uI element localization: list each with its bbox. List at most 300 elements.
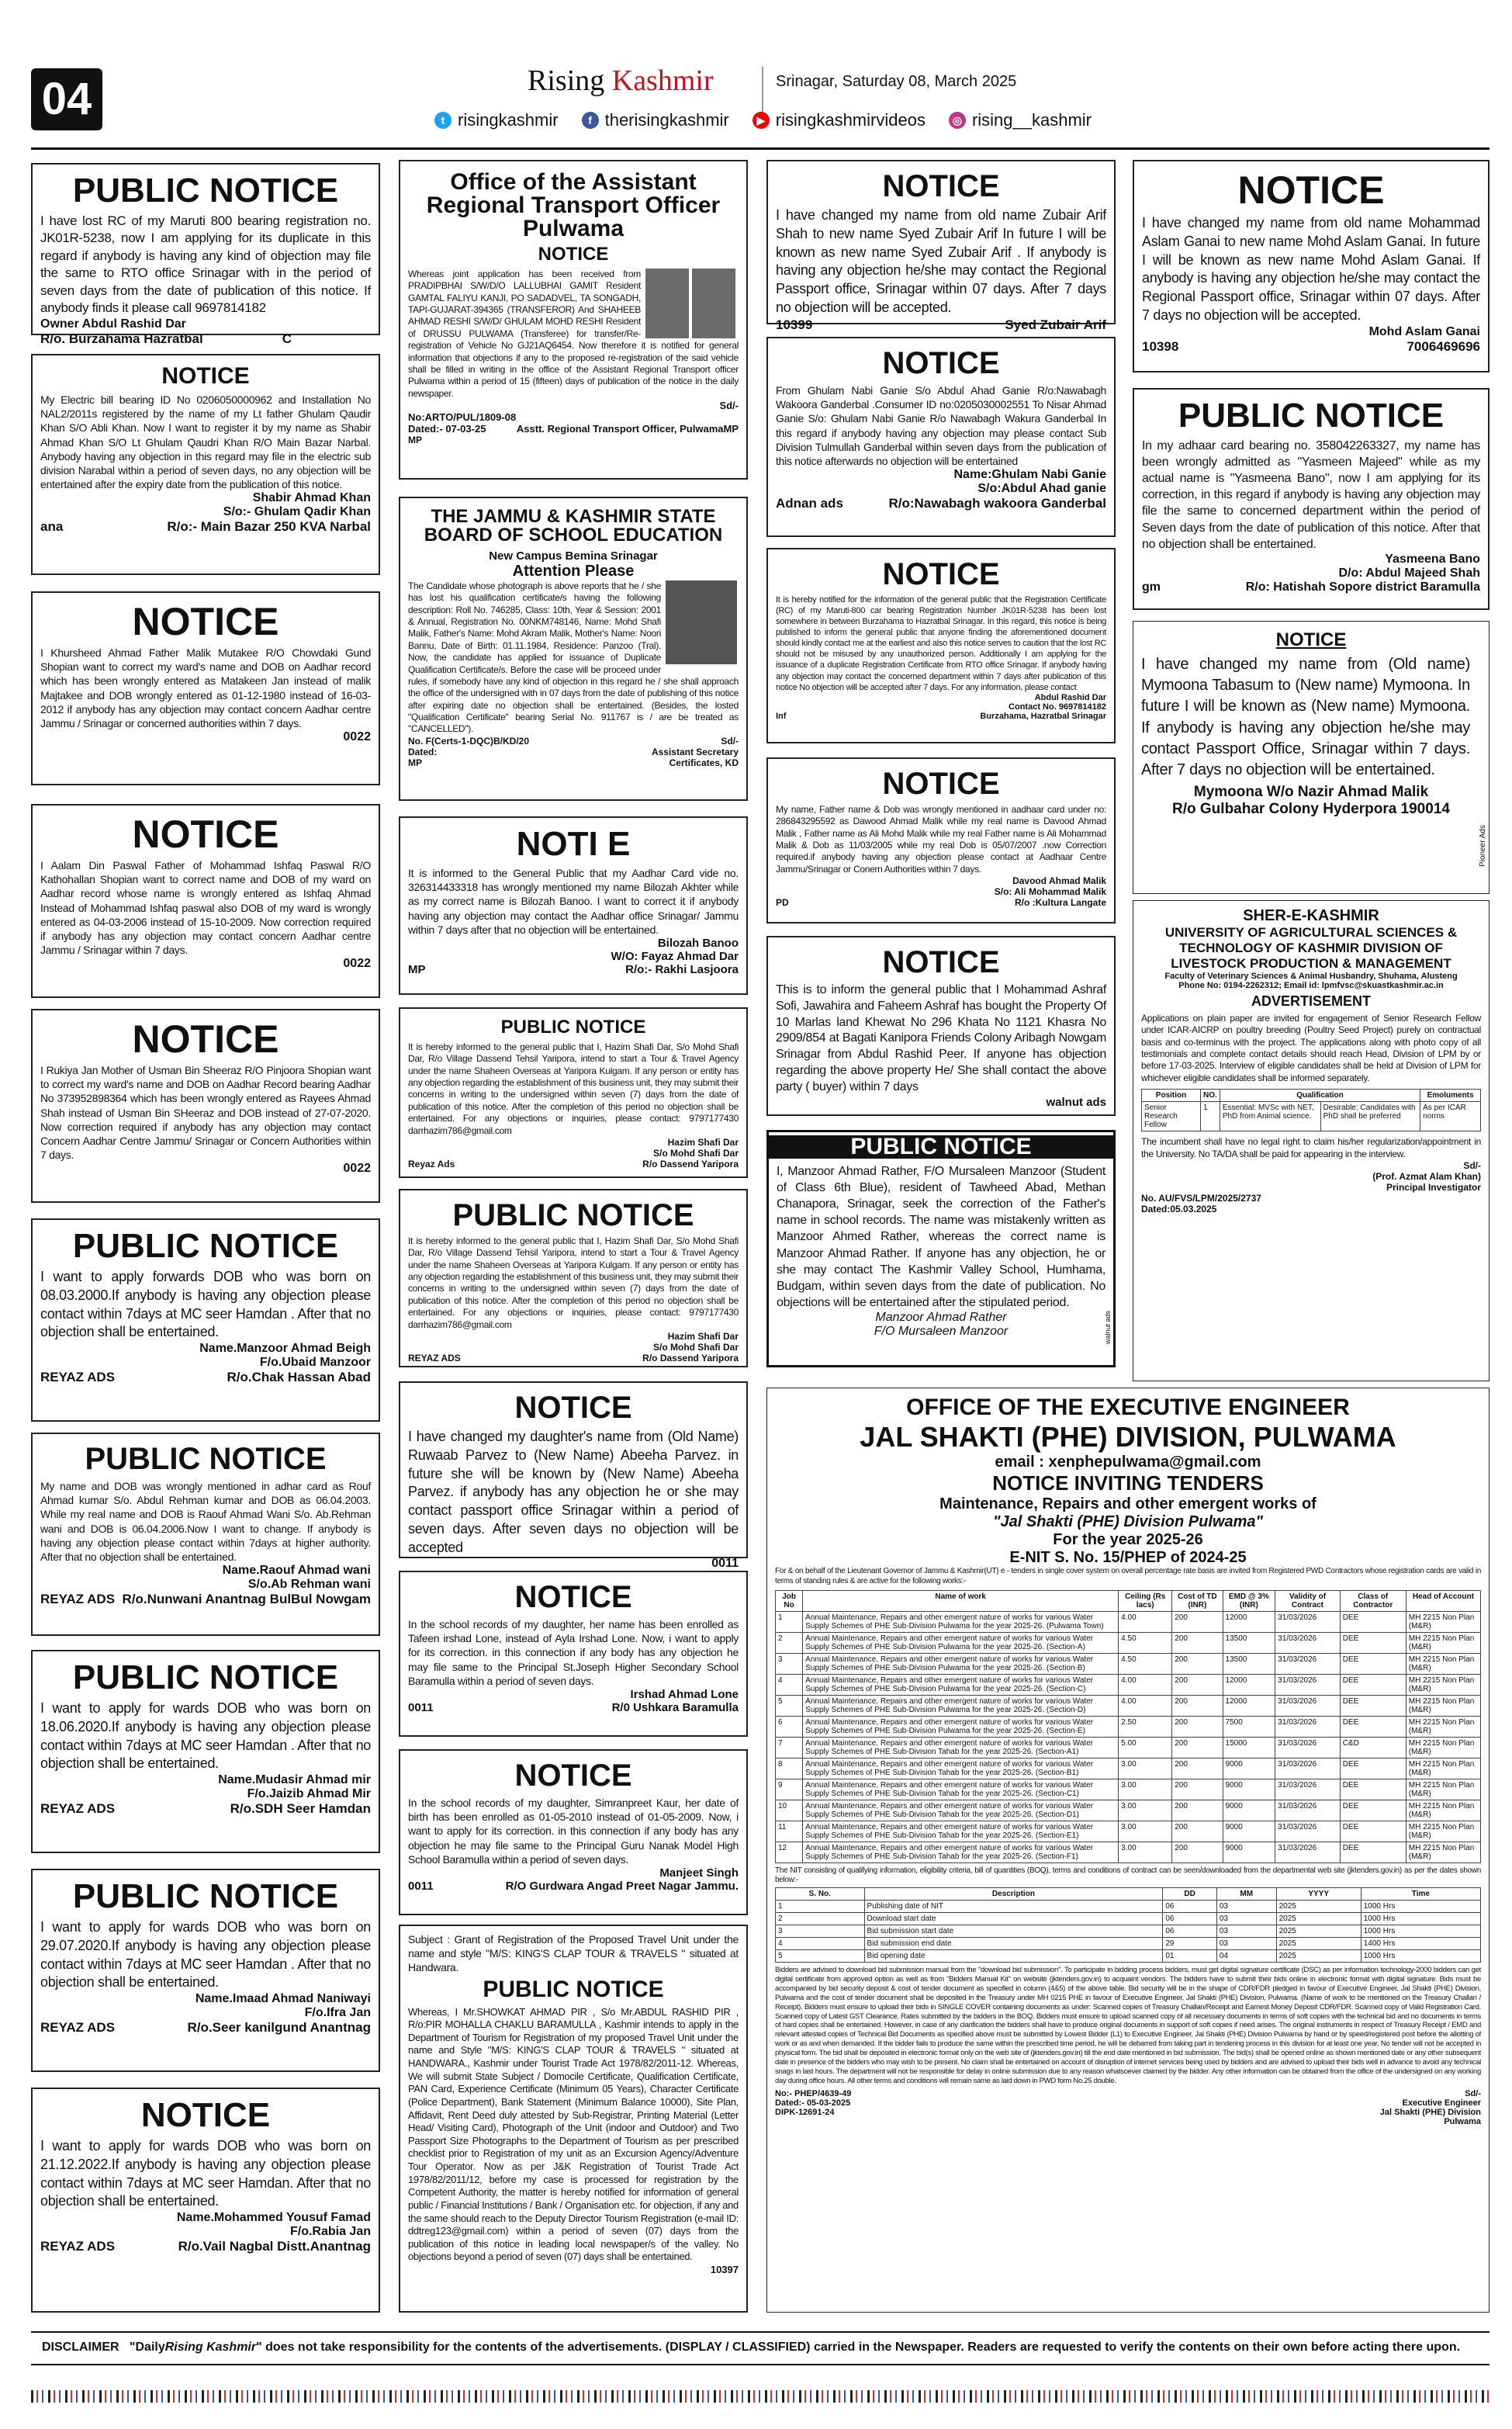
table-cell: Bid opening date — [864, 1950, 1163, 1963]
social-label: therisingkashmir — [604, 110, 729, 130]
designation: Asstt. Regional Transport Officer, PulwamaMP — [516, 422, 739, 435]
table-cell: 1000 Hrs — [1361, 1901, 1480, 1913]
notice-body: Applications on plain paper are invited for engagement of Senior Research Fellow under ICAR-AICRP on poultry breeding (Poultry Seed Project) purely on contractual basis and co-terminus with the project. The applications along with photo copy of all testimonials and complete contact details should reach Head, Division of LPM by or before 17-03-2025. Interview of eligible candidates shall be held at Division of LPM for whichever eligible candidates shall be informed separately. — [1141, 1013, 1481, 1083]
signature-row — [408, 1353, 739, 1363]
table-cell: 7500 — [1223, 1716, 1275, 1737]
notice-title: PUBLIC NOTICE — [500, 1017, 646, 1038]
table-header-cell: Qualification — [1220, 1090, 1420, 1102]
tender-year: For the year 2025-26 — [1053, 1531, 1203, 1548]
designation: Assistant Secretary — [651, 746, 739, 757]
ref-row — [408, 736, 739, 747]
table-cell: 04 — [1216, 1950, 1276, 1963]
table-cell: DEE — [1340, 1653, 1406, 1674]
notice-lost-rc — [31, 163, 380, 346]
signature-row — [1142, 339, 1480, 355]
notice-abdul-rashid-rc — [766, 548, 1116, 743]
ref-no: No:- PHEP/4639-49 — [775, 2088, 852, 2098]
notice-body: I have changed my name from (Old name) Mymoona Tabasum to (New name) Mymoona. In future I will be known as (New name) Mymoona. If anybody is having any objection he/she may contact Passport Office, Srinagar within 7 days. After 7 days no objection will be entertained. — [1141, 656, 1470, 778]
table-cell: MH 2215 Non Plan (M&R) — [1406, 1842, 1480, 1862]
notice-body: I want to apply for wards DOB who was born on 29.07.2020.If anybody is having any objection please contact within 7days at MC seer Hamdan . After that no objection shall be entertained. — [40, 1919, 371, 1991]
table-cell: Annual Maintenance, Repairs and other emergent nature of works for various Water Supply Schemes of PHE Sub-Division Tahab for the year 2025-26. (Section-A1) — [803, 1737, 1119, 1758]
notice-electric-bill — [31, 354, 380, 575]
ref-no: No. AU/FVS/LPM/2025/2737 — [1141, 1192, 1261, 1204]
ref-date: Dated:05.03.2025 — [1141, 1203, 1217, 1214]
table-cell: 9000 — [1223, 1842, 1275, 1862]
table-cell: 200 — [1172, 1758, 1223, 1779]
table-header-cell: Validity of Contract — [1275, 1590, 1341, 1611]
notice-title: PUBLIC NOTICE — [1178, 397, 1445, 435]
table-cell: 3.00 — [1119, 1821, 1172, 1842]
signature-row — [408, 1159, 739, 1169]
table-cell: 31/03/2026 — [1275, 1695, 1341, 1716]
signatory: Name.Imaad Ahmad Naniwayi — [195, 1992, 371, 2005]
sd: Sd/- — [1465, 2088, 1481, 2098]
ref-row — [775, 2089, 1481, 2098]
table-cell: DEE — [1340, 1800, 1406, 1821]
table-row — [776, 1737, 1481, 1758]
notice-body: In my adhaar card bearing no. 358042263327, my name has been wrongly admitted as "Yasmeen Majeed" while as my actual name is "Yasmeena Bano", now I am applying for its correction, in this regard if anybody is having any objection may file the same to concerned department within the period of Seven days from the date of publication of this notice. After that no objection shall be entertained. — [1142, 439, 1480, 551]
table-cell: 4 — [776, 1938, 865, 1950]
residence: Burzahama, Hazratbal Srinagar — [980, 711, 1106, 721]
table-row — [776, 1913, 1481, 1925]
notice-body: I Aalam Din Paswal Father of Mohammad Ishfaq Paswal R/O Kathohallan Shopian want to correct name and DOB of my ward on Aadhar record whose name is wrongly entered as Ishfaq Ahmad Instead of Mohammad Ishfaq paswal also DOB of my ward is wrongly entered as 04-03-2006 instead of 15-10-2009. Now correction required if anybody has any objection may contact concern Aadhar centre Jammu / Srinagar within 7 days. — [40, 859, 371, 957]
table-cell: 1000 Hrs — [1361, 1913, 1480, 1925]
social-links — [434, 110, 1092, 130]
parentage: F/O Mursaleen Manzoor — [874, 1324, 1009, 1338]
notice-title: NOTICE — [161, 363, 250, 389]
table-header-cell: MM — [1216, 1888, 1276, 1901]
ref-no: No:ARTO/PUL/1809-08 — [408, 411, 517, 423]
table-cell: 2 — [776, 1632, 803, 1653]
contact: Contact No. 9697814182 — [1009, 702, 1106, 712]
table-cell: 12 — [776, 1842, 803, 1862]
signatory: Name.Mohammed Yousuf Famad — [176, 2211, 371, 2224]
notice-body: I want to apply for wards DOB who was born on 21.12.2022.If anybody is having any objection please contact within 7days at MC seer Hamdan. After that no objection shall be entertained. — [40, 2138, 371, 2209]
table-cell: DEE — [1340, 1842, 1406, 1862]
table-cell: As per ICAR norms — [1420, 1102, 1481, 1131]
ad-tag: MP — [408, 757, 422, 768]
table-cell: 200 — [1172, 1695, 1223, 1716]
table-cell: 15000 — [1223, 1737, 1275, 1758]
table-cell: Senior Research Fellow — [1142, 1102, 1201, 1131]
residence: R/0 Ushkara Baramulla — [611, 1700, 739, 1714]
signatory: (Prof. Azmat Alam Khan) — [1372, 1170, 1481, 1182]
signatory: Abdul Rashid Dar — [1034, 692, 1106, 702]
table-cell: 11 — [776, 1821, 803, 1842]
notice-raouf-wani — [31, 1433, 380, 1636]
notice-tafeen — [399, 1571, 748, 1737]
table-cell: 3.00 — [1119, 1779, 1172, 1800]
notice-title: NOTICE — [514, 1759, 632, 1793]
signatory: Name:Ghulam Nabi Ganie — [953, 468, 1106, 482]
notice-subtitle: New Campus Bemina Srinagar — [489, 549, 658, 563]
signature-row — [776, 897, 1106, 908]
table-cell: 1 — [1201, 1102, 1220, 1131]
table-header-cell: Job No — [776, 1590, 803, 1611]
masthead — [528, 64, 714, 98]
notice-body: In the school records of my daughter, Simranpreet Kaur, her date of birth has been enrolled as 01-05-2010 instead of 01-05-2009. Now, i want to apply for its correction. in this connection if any body has any objection he may file same to the Principal Guru Nanak Model High School Baramulla within a period of seven days. — [408, 1797, 739, 1866]
residence: R/o.Chak Hassan Abad — [227, 1370, 371, 1384]
table-cell: Annual Maintenance, Repairs and other emergent nature of works for various Water Supply Schemes of PHE Sub-Division Pulwama for the year 2025-26. (Section-D) — [803, 1695, 1119, 1716]
social-instagram[interactable] — [949, 110, 1092, 130]
notice-title: NOTICE — [882, 945, 1000, 979]
signatory: Davood Ahmad Malik — [1012, 875, 1106, 887]
table-row — [776, 1695, 1481, 1716]
notice-title: NOTICE — [882, 557, 1000, 591]
parentage: S/o:Abdul Ahad ganie — [977, 482, 1106, 496]
signature-row — [40, 519, 371, 535]
table-cell: Annual Maintenance, Repairs and other emergent nature of works for various Water Supply Schemes of PHE Sub-Division Pulwama for the year 2025-26. (Pulwama Town) — [803, 1611, 1119, 1632]
notice-body: I want to apply forwards DOB who was born on 08.03.2000.If anybody is having any objection please contact within 7days at MC seer Hamdan . After that no objection shall be entertained. — [40, 1269, 371, 1340]
table-cell: 03 — [1216, 1913, 1276, 1925]
color-register-strip — [31, 2390, 1490, 2403]
sd: Sd/- — [721, 735, 739, 747]
table-cell: DEE — [1340, 1695, 1406, 1716]
notice-zubair-arif — [766, 160, 1116, 332]
residence: R/O Gurdwara Angad Preet Nagar Jammu. — [505, 1879, 739, 1893]
ad-code: 10397 — [710, 2264, 739, 2276]
table-cell: 31/03/2026 — [1275, 1611, 1341, 1632]
designation: Certificates, KD — [669, 757, 739, 768]
table-cell: 2025 — [1276, 1950, 1361, 1963]
signature-row — [776, 712, 1106, 721]
table-cell: MH 2215 Non Plan (M&R) — [1406, 1674, 1480, 1695]
disclaimer — [31, 2331, 1490, 2365]
designation: Jal Shakti (PHE) Division — [1379, 2107, 1481, 2117]
signatory: Name.Raouf Ahmad wani — [222, 1564, 371, 1578]
table-cell: 9000 — [1223, 1779, 1275, 1800]
table-cell: 1 — [776, 1901, 865, 1913]
table-cell: 2 — [776, 1913, 865, 1925]
ad-code: 0011 — [408, 1700, 434, 1714]
photo — [645, 269, 689, 338]
table-header-cell: Time — [1361, 1888, 1480, 1901]
social-facebook[interactable] — [582, 110, 729, 130]
notice-body: I have lost RC of my Maruti 800 bearing registration no. JK01R-5238, now I am applying for its duplicate in this regard if anybody is having any kind of objection may file the same to RTO office Srinagar with in the period of seven days from the date of publication of this notice. If anybody finds it please call 9697814182 — [40, 213, 371, 316]
disclaimer-text: " does not take responsibility for the contents of the advertisements. — [256, 2341, 663, 2354]
signatory: Irshad Ahmad Lone — [630, 1687, 739, 1701]
table-cell: DEE — [1340, 1821, 1406, 1842]
signature-row — [40, 2239, 371, 2254]
notice-body: I, Manzoor Ahmad Rather, F/O Mursaleen Manzoor (Student of Class 6th Blue), resident of Tawheed Abad, Methan Chanapora, Srinagar, seek the correction of the Father's name in school records. The name was mistakenly written as Manzoor Ahmed Rather, whereas the correct name is Manzoor Ahmad Rather. If anyone has any objection, he or she may contact The Kashmir Valley School, Humhama, Budgam, within seven days from the date of publication. No objections will be entertained after the stipulated period. — [777, 1165, 1105, 1309]
notice-aslam-ganai — [1133, 160, 1490, 372]
org-division: UNIVERSITY OF AGRICULTURAL SCIENCES & TECHNOLOGY OF KASHMIR DIVISION OF LIVESTOCK PRODUCTION & MANAGEMENT — [1164, 925, 1458, 971]
table-header-cell: Name of work — [803, 1590, 1119, 1611]
tender-note: The NIT consisting of qualifying information, eligibility criteria, bill of quantities (BOQ), terms and conditions of contract can be seen/downloaded from the departmental web site (jktenders.gov.in) as per the dates shown below:- — [775, 1866, 1481, 1885]
residence: R/o Gulbahar Colony Hyderpora 190014 — [1172, 801, 1450, 818]
table-cell: Annual Maintenance, Repairs and other emergent nature of works for various Water Supply Schemes of PHE Sub-Division Tahab for the year 2025-26. (Section-B1) — [803, 1758, 1119, 1779]
table-cell: MH 2215 Non Plan (M&R) — [1406, 1716, 1480, 1737]
parentage: S/o Mohd Shafi Dar — [652, 1147, 739, 1159]
notice-simranpreet — [399, 1749, 748, 1915]
designation: Executive Engineer — [1402, 2098, 1481, 2108]
table-cell: MH 2215 Non Plan (M&R) — [1406, 1821, 1480, 1842]
notice-hazim-1 — [399, 1007, 748, 1178]
parentage: S/o:- Ghulam Qadir Khan — [223, 505, 371, 519]
notice-arto-pulwama — [399, 160, 748, 480]
table-header — [1142, 1090, 1481, 1102]
table-cell: 31/03/2026 — [1275, 1653, 1341, 1674]
twitter-icon: t — [434, 112, 452, 129]
residence: R/o:- Main Bazar 250 KVA Narbal — [167, 519, 371, 535]
table-cell: Annual Maintenance, Repairs and other emergent nature of works for various Water Supply Schemes of PHE Sub-Division Tahab for the year 2025-26. (Section-F1) — [803, 1842, 1119, 1862]
parentage: W/O: Fayaz Ahmad Dar — [611, 949, 739, 963]
designation: Pulwama — [1444, 2116, 1481, 2126]
ad-code: 0022 — [343, 957, 371, 971]
signatory: Syed Zubair Arif — [1005, 317, 1106, 332]
ad-tag: PD — [776, 897, 789, 909]
table-cell: Essential: MVSc with NET, PhD from Animal science. — [1220, 1102, 1320, 1131]
table-cell: 200 — [1172, 1800, 1223, 1821]
notice-title: NOTICE — [132, 1017, 279, 1061]
social-twitter[interactable] — [434, 110, 559, 130]
notice-title: NOTICE — [132, 813, 279, 856]
contact: 7006469696 — [1406, 338, 1480, 354]
notice-davood-malik — [766, 757, 1116, 923]
notice-title: NOTICE — [882, 169, 1000, 203]
notice-mohammed-famad — [31, 2088, 380, 2313]
signatory: Owner Abdul Rashid Dar — [40, 317, 186, 331]
table-cell: Annual Maintenance, Repairs and other emergent nature of works for various Water Supply Schemes of PHE Sub-Division Pulwama for the year 2025-26. (Section-B) — [803, 1653, 1119, 1674]
parentage: S/o: Ali Mohammad Malik — [994, 886, 1106, 898]
residence: R/o.Nunwani Anantnag BulBul Nowgam — [122, 1592, 371, 1607]
ref-date: Dated:- 07-03-25 — [408, 422, 486, 435]
table-cell: 200 — [1172, 1611, 1223, 1632]
notice-body: My name, Father name & Dob was wrongly mentioned in aadhaar card under no: 286843295592 as Dawood Ahmad Malik while my real name is Davood Ahmad Malik , Father name as Ali Mohd Malik while my real Father name is Ali Mohammad Malik & Dob as 11/03/2005 while my real Dob is 05/07/2007 .now Correction required.if anybody having any objection please contact at Aadhaar Centre Jammu/Srinagar or Conern Authorities within 7 days. — [776, 804, 1106, 875]
notice-body: I have changed my name from old name Mohammad Aslam Ganai to new name Mohd Aslam Ganai. In future I will be known as new name Mohd Aslam Ganai. If anybody is having any objection he/she may contact the Regional Passport office, Srinagar within 07 days. After 7 days no objection will be accepted. — [1142, 215, 1480, 323]
signatory: Name.Manzoor Ahmad Beigh — [199, 1342, 371, 1355]
table-cell: 31/03/2026 — [1275, 1674, 1341, 1695]
signature-row — [40, 1801, 371, 1817]
notice-title: NOTICE — [514, 1391, 632, 1425]
parentage: D/o: Abdul Majeed Shah — [1338, 566, 1480, 580]
table-cell: 2025 — [1276, 1925, 1361, 1938]
notice-body: The Candidate whose photograph is above reports that he / she has lost his qualification certificate/s having the following description: Roll No. 746285, Class: 10th, Year & Session: 2001 & Annual, Registration No. 00NKM748146, Name: Mohd Shafi Malik, Father's Name: Mohd Akram Malik, Mother's Name: Noori Bannu, Date of Birth: 01.11.1984, Residence: Panzoo (Tral). Now, the candidate has applied for issuance of Duplicate Qualification Certificate/s. Before the case will be proceed under rules, if somebody have any kind of objection in this regard he / she shall approach the office of the undersigned with in 07 days from the date of publishing of this notice after expiring date no objection shall be entertained. (Besides, the losted "Qualification Certificate" bearing Serial No. 911767 is / are be treated as "CANCELLED"). — [408, 580, 739, 735]
brand-kashmir: Kashmir — [611, 64, 714, 97]
ad-code: 10398 — [1142, 338, 1179, 354]
ad-tag: REYAZ ADS — [40, 1370, 116, 1384]
table-header-cell: Ceiling (Rs lacs) — [1119, 1590, 1172, 1611]
photo — [692, 269, 735, 338]
table-header-cell: EMD @ 3% (INR) — [1223, 1590, 1275, 1611]
table-cell: Desirable: Candidates with PhD shall be preferred — [1320, 1102, 1420, 1131]
notice-aalam-din — [31, 804, 380, 998]
residence: R/o :Kultura Langate — [1014, 897, 1106, 909]
photo — [666, 580, 737, 664]
notice-title: PUBLIC NOTICE — [72, 1658, 339, 1696]
notice-khursheed — [31, 591, 380, 785]
table-cell: 12000 — [1223, 1674, 1275, 1695]
table-header-cell: Class of Contractor — [1340, 1590, 1406, 1611]
notice-title: PUBLIC NOTICE — [483, 1976, 664, 2002]
table-cell: 1 — [776, 1611, 803, 1632]
notice-title: PUBLIC NOTICE — [769, 1135, 1113, 1159]
notice-mudasir-mir — [31, 1650, 380, 1853]
table-cell: MH 2215 Non Plan (M&R) — [1406, 1758, 1480, 1779]
table-cell: MH 2215 Non Plan (M&R) — [1406, 1737, 1480, 1758]
residence: R/o Dassend Yaripora — [642, 1158, 739, 1169]
table-cell: 9000 — [1223, 1821, 1275, 1842]
table-cell: Publishing date of NIT — [864, 1901, 1163, 1913]
tender-email: email : xenphepulwama@gmail.com — [995, 1454, 1261, 1471]
signature-row — [776, 317, 1106, 333]
table-cell: 200 — [1172, 1842, 1223, 1862]
ad-code: 10399 — [776, 317, 813, 332]
ref-row — [775, 2098, 1481, 2108]
brand-rising: Rising — [528, 64, 605, 97]
table-cell: Annual Maintenance, Repairs and other emergent nature of works for various Water Supply Schemes of PHE Sub-Division Pulwama for the year 2025-26. (Section-A) — [803, 1632, 1119, 1653]
table-row — [776, 1632, 1481, 1653]
table-cell: 13500 — [1223, 1632, 1275, 1653]
table-cell: 31/03/2026 — [1275, 1800, 1341, 1821]
table-cell: 3.00 — [1119, 1758, 1172, 1779]
parentage: F/o.Ifra Jan — [304, 2006, 371, 2019]
table-cell: 4.00 — [1119, 1611, 1172, 1632]
table-cell: 200 — [1172, 1716, 1223, 1737]
notice-body: I have changed my name from old name Zubair Arif Shah to new name Syed Zubair Arif In future I will be known as new name Syed Zubair Arif . If anybody is having any objection he/she may contact the Regional Passport office, Srinagar within 07 days. After 7 days no objection will be accepted. — [776, 207, 1106, 315]
skuast-advertisement — [1133, 900, 1490, 1381]
notice-title: THE JAMMU & KASHMIR STATE BOARD OF SCHOOL EDUCATION — [424, 506, 723, 546]
table-cell: 1400 Hrs — [1361, 1938, 1480, 1950]
notice-subject: Subject : Grant of Registration of the Proposed Travel Unit under the name and style "M/S: KING'S CLAP TOUR & TRAVELS " situated at Handwara. — [408, 1933, 739, 1974]
table-cell: 12000 — [1223, 1695, 1275, 1716]
table-cell: 31/03/2026 — [1275, 1758, 1341, 1779]
table-cell: 4.00 — [1119, 1695, 1172, 1716]
table-cell: 5 — [776, 1950, 865, 1963]
signatory: Mymoona W/o Nazir Ahmad Malik — [1193, 784, 1429, 801]
facebook-icon: f — [582, 112, 599, 129]
table-cell: 200 — [1172, 1779, 1223, 1800]
notice-body: I have changed my daughter's name from (Old Name) Ruwaab Parvez to (New Name) Abeeha Parvez. in future she will be known by (New Name) Abeeha Parvez. if anybody has any objection he or she may contact passport office Srinagar within a period of seven days. After seven days no objection will be accepted — [408, 1429, 739, 1555]
notice-body: My Electric bill bearing ID No 0206050000962 and Installation No NAL2/2011s registered by the name of my Lt father Ghulam Qaudir Khan S/O Abli Khan. Now I want to register it by my name as Shabir Ahmad Khan S/O Lt Ghulam Qaudri Khan R/O Main Bazar Narbal. Anybody having any objection in this regard may file in the electric sub division Narabal within a period of seven days, no any objection will be entertained after the expiry date from the publication of this notice. — [40, 393, 371, 491]
table-cell: MH 2215 Non Plan (M&R) — [1406, 1653, 1480, 1674]
tender-table — [775, 1590, 1481, 1863]
ref-no: No. F(Certs-1-DQC)B/KD/20 — [408, 735, 530, 747]
residence: R/o. Burzahama Hazratbal — [40, 331, 203, 346]
social-label: risingkashmir — [458, 110, 559, 130]
ad-tag: REYAZ ADS — [40, 1801, 116, 1816]
ad-tag: REYAZ ADS — [40, 2020, 116, 2035]
table-cell: 5 — [776, 1695, 803, 1716]
table-cell: 31/03/2026 — [1275, 1842, 1341, 1862]
table-row — [776, 1925, 1481, 1938]
ref-row — [408, 757, 739, 768]
table-cell: 1000 Hrs — [1361, 1950, 1480, 1963]
signature-row — [40, 2020, 371, 2036]
notice-jkbose — [399, 497, 748, 801]
tender-office: OFFICE OF THE EXECUTIVE ENGINEER — [906, 1395, 1350, 1420]
table-cell: 3 — [776, 1925, 865, 1938]
table-cell: 4 — [776, 1674, 803, 1695]
table-row — [776, 1779, 1481, 1800]
tender-intro: For & on behalf of the Lieutenant Governor of Jammu & Kashmir(UT) e - tenders in single cover system on overall percentage rate basis are invited from Registered PWD Contractors whose registration cards are valid in terms of standing rules & are active for the following works:- — [775, 1567, 1481, 1585]
table-cell: Annual Maintenance, Repairs and other emergent nature of works for various Water Supply Schemes of PHE Sub-Division Tahab for the year 2025-26. (Section-C1) — [803, 1779, 1119, 1800]
table-cell: 03 — [1216, 1938, 1276, 1950]
youtube-icon: ▶ — [753, 112, 770, 129]
signature-row — [40, 1592, 371, 1607]
table-row — [776, 1611, 1481, 1632]
notice-title: NOTI E — [516, 825, 631, 863]
signatory: Manzoor Ahmad Rather — [875, 1310, 1007, 1324]
table-cell: 03 — [1216, 1901, 1276, 1913]
notice-title: NOTICE — [1275, 629, 1347, 650]
notice-body: I want to apply for wards DOB who was born on 18.06.2020.If anybody is having any objection please contact within 7days at MC seer Hamdan . After that no objection shall be entertained. — [40, 1700, 371, 1772]
notice-body: It is hereby informed to the general public that I, Hazim Shafi Dar, S/o Mohd Shafi Dar, R/o Village Dassend Tehsil Yaripora, intend to start a Tour & Travel Agency under the name Shaheen Overseas at Yaripora Kulgam. If any person or entity has any objection regarding the establishment of this business unit, they may submit their concerns in writing to the undersigned within seven (7) days from the date of publication of this notice. After the completion of this period no objection shall be entertained. For any objections or inquiries, please contact: 9797177430 darrhazim786@gmail.com — [408, 1235, 739, 1330]
table-cell: DEE — [1340, 1632, 1406, 1653]
notice-title: PUBLIC NOTICE — [85, 1442, 327, 1476]
ref-date: Dated:- 05-03-2025 — [775, 2098, 851, 2108]
table-cell: 200 — [1172, 1632, 1223, 1653]
ref-row — [408, 747, 739, 757]
notice-manzoor-beigh — [31, 1218, 380, 1422]
ad-tag: walnut ads — [1104, 1311, 1112, 1345]
table-row — [1142, 1102, 1481, 1131]
table-cell: 3.00 — [1119, 1800, 1172, 1821]
table-row — [776, 1938, 1481, 1950]
notice-title: ADVERTISEMENT — [1251, 993, 1371, 1009]
table-cell: MH 2215 Non Plan (M&R) — [1406, 1611, 1480, 1632]
applicant-photos — [645, 269, 739, 340]
table-cell: 03 — [1216, 1925, 1276, 1938]
ad-code: 0022 — [343, 730, 371, 744]
table-row — [776, 1800, 1481, 1821]
dates-table — [775, 1887, 1481, 1963]
table-cell: 200 — [1172, 1653, 1223, 1674]
table-cell: 31/03/2026 — [1275, 1779, 1341, 1800]
table-cell: 13500 — [1223, 1653, 1275, 1674]
notice-title: PUBLIC NOTICE — [72, 1227, 339, 1265]
signature-row — [1142, 580, 1480, 594]
notice-body: In the school records of my daughter, her name has been enrolled as Tafeen irshad Lone, instead of Ayla Irshad Lone. Now, i want to apply for its correction. in this connection if any body has any objection he may file same to the Principal St.Joseph Higher Secondary School Baramulla within a period of seven days. — [408, 1618, 739, 1687]
table-row — [776, 1901, 1481, 1913]
notice-body: It is hereby informed to the general public that I, Hazim Shafi Dar, S/o Mohd Shafi Dar, R/o Village Dassend Tehsil Yaripora, intend to start a Tour & Travel Agency under the name Shaheen Overseas at Yaripora Kulgam. If any person or entity has any objection regarding the establishment of this business unit, they may submit their concerns in writing to the undersigned within seven (7) days from the date of publication of this notice. After the completion of this period no objection shall be entertained. For any objections or inquiries, please contact: 9797177430 darrhazim786@gmail.com — [408, 1041, 739, 1136]
table-cell: 2025 — [1276, 1913, 1361, 1925]
ad-tag: Adnan ads — [776, 496, 843, 511]
disclaimer-paper: Rising Kashmir — [164, 2341, 257, 2354]
social-youtube[interactable] — [753, 110, 926, 130]
ad-tag: Inf — [776, 711, 787, 721]
notice-abeeha — [399, 1381, 748, 1571]
table-header-cell: Head of Account — [1406, 1590, 1480, 1611]
table-header — [776, 1888, 1481, 1901]
notice-body: This is to inform the general public that I Mohammad Ashraf Sofi, Jawahira and Faheem Ashraf has bought the Property Of 10 Marlas land Khewat No 296 Khata No 1121 Khasra No 2909/854 at Bagati Kanipora Friends Colony Aribagh Nowgam Srinagar from Abdul Rashid Peer. If anyone has objection regarding the above property He/ She shall contact the above party ( buyer) within 7 days — [776, 983, 1106, 1093]
signature-row — [408, 963, 739, 976]
ad-tag: REYAZ ADS — [40, 2239, 116, 2254]
notice-kings-clap — [399, 1925, 748, 2313]
signature-row — [408, 1880, 739, 1893]
tender-title: NOTICE INVITING TENDERS — [992, 1471, 1264, 1495]
signature-row — [40, 1370, 371, 1385]
notice-body: I Rukiya Jan Mother of Usman Bin Sheeraz R/O Pinjoora Shopian want to correct my ward's name and DOB on Aadhar Record bearing Aadhar No 373952898364 which has been wrongly entered as Rayees Ahmad Shah instead of Usman Bin SHeeraz and DOB instead of 27-07-2020. Now correction required if anybody has any objection may contact Concern Aadhar Centre Jammu/ Srinagar or Concern Authorities within 7 days. — [40, 1064, 371, 1162]
notice-title: NOTICE — [1237, 168, 1385, 212]
parentage: S/o Mohd Shafi Dar — [652, 1341, 739, 1353]
table-cell: 5.00 — [1119, 1737, 1172, 1758]
dipk-code: DIPK-12691-24 — [775, 2107, 835, 2117]
table-cell: 3.00 — [1119, 1842, 1172, 1862]
notice-title: NOTICE — [882, 346, 1000, 380]
page-number: 04 — [31, 68, 102, 130]
ad-tag: C — [282, 331, 292, 346]
table-cell: 1000 Hrs — [1361, 1925, 1480, 1938]
disclaimer-text: "Daily — [129, 2341, 165, 2354]
table-cell: 31/03/2026 — [1275, 1737, 1341, 1758]
notice-body: Whereas, I Mr.SHOWKAT AHMAD PIR , S/o Mr.ABDUL RASHID PIR , R/o:PIR MOHALLA CHAKLU BARAMULLA , Kashmir intends to apply in the Department of Tourism for Registration of my proposed Travel Unit under the name and Style "M/S: KING'S CLAP TOUR & TRAVELS " situated at HANDWARA., Kashmir under Tourist Trade Act 1978/82/2011-12. Whereas, We will submit State Subject / Domocile Certificate, Qualification Certificate, PAN Card, Experience Certificate (Minimum 05 Years), Character Certificate (Police Department), Bank Statement (Minimum Balance 10000), Site Plan, Affidavit, Rent Deed duly attested by Sub-Registrar, Printing Material (Letter Head/ Visiting Card), Photograph of the Unit (indoor and Outdoor) and Two Passport Size Photographs to the Department of Tourism as per prescribed checklist prior to Registration of my unit as an Excursion Agency/Adventure Tour Operator. Now as per J&K Registration of Tourist Trade Act 1978/82/2011/12, before my case is processed for registration by the Competent Authority, the matter is hereby notified for information of general public / Financial Institutions / Bank / Organisation etc. for objection, if any and the same should reach to the Deputy Director Tourism Registration (e-mail ID: ddtreg123@gmail.com) within a period of seven (07) days from the publication of this notice in leading local newspaper/s of the valley. No objections beyond a period of seven (07) days shall be entertained. — [408, 2005, 739, 2263]
table-cell: 06 — [1163, 1913, 1217, 1925]
ad-tag: MP — [408, 434, 422, 445]
residence: R/o:Nawabagh wakoora Ganderbal — [888, 496, 1106, 511]
notice-rukiya-jan — [31, 1009, 380, 1203]
signatory: Hazim Shafi Dar — [667, 1330, 739, 1342]
